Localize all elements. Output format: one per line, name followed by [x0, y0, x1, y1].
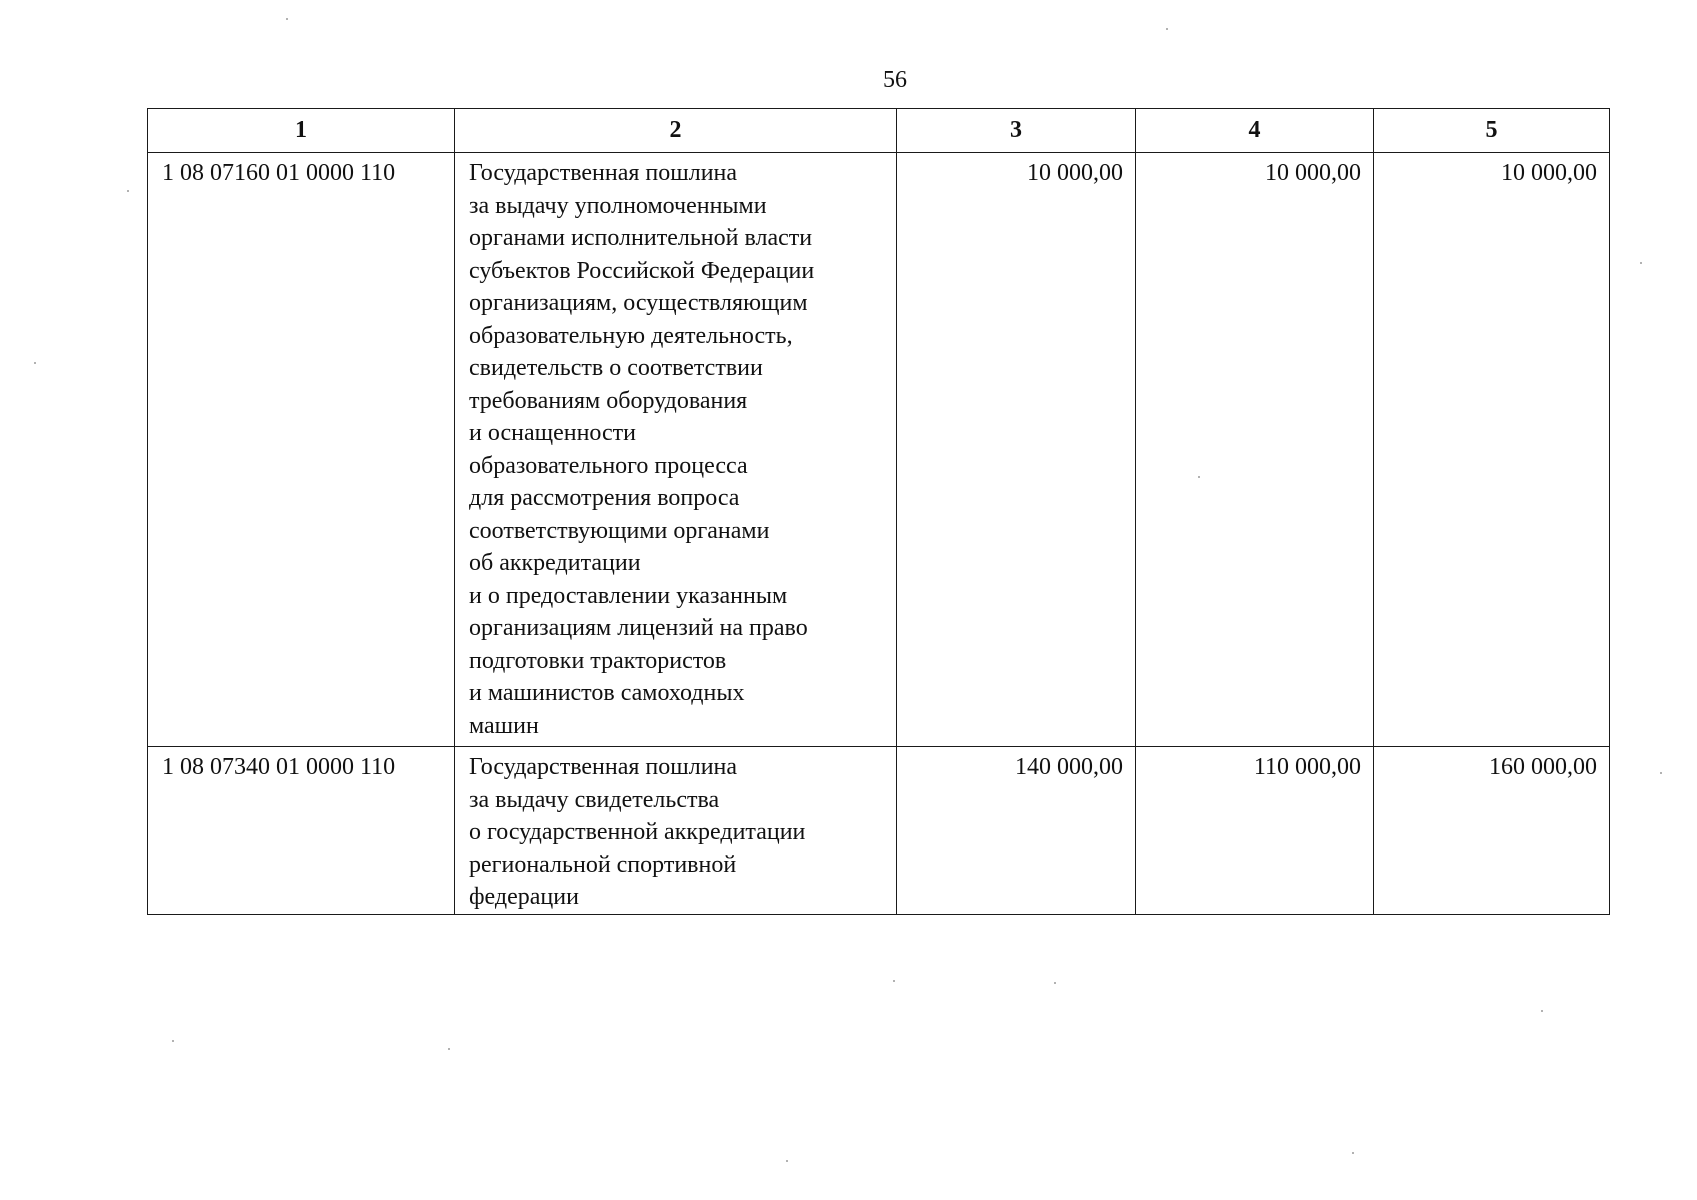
- revenue-name-cell: [455, 153, 897, 747]
- name-line: свидетельств о соответствии: [469, 355, 763, 381]
- name-line: субъектов Российской Федерации: [469, 257, 815, 284]
- name-line: организациям лицензий на право: [469, 615, 808, 641]
- revenue-table: [147, 108, 1610, 915]
- name-line: за выдачу уполномоченными: [469, 192, 767, 219]
- table-row: [148, 153, 1610, 747]
- column-header-1: 1: [148, 109, 455, 153]
- name-line: и машинистов самоходных: [469, 680, 745, 706]
- header-row: [148, 109, 1610, 153]
- name-line: органами исполнительной власти: [469, 225, 813, 251]
- name-line: Государственная пошлина: [469, 160, 738, 186]
- name-line: для рассмотрения вопроса: [469, 485, 740, 511]
- amount-col3-cell: 140 000,00: [897, 747, 1136, 915]
- page-number: 56: [883, 67, 907, 93]
- name-line: образовательную деятельность,: [469, 322, 793, 349]
- column-header-4: 4: [1136, 109, 1374, 153]
- name-line: подготовки трактористов: [469, 647, 727, 674]
- name-line: Государственная пошлина: [469, 754, 738, 780]
- name-line: за выдачу свидетельства: [469, 786, 720, 813]
- amount-col5-cell: 160 000,00: [1374, 747, 1610, 915]
- amount-col3-cell: 10 000,00: [897, 153, 1136, 747]
- amount-col4-cell: 10 000,00: [1136, 153, 1374, 747]
- name-line: о государственной аккредитации: [469, 819, 806, 845]
- name-line: и о предоставлении указанным: [469, 582, 788, 609]
- name-line: региональной спортивной: [469, 851, 737, 878]
- name-line: организациям, осуществляющим: [469, 290, 808, 316]
- column-header-2: 2: [455, 109, 897, 153]
- amount-col4-cell: 110 000,00: [1136, 747, 1374, 915]
- name-line: об аккредитации: [469, 550, 641, 576]
- table-body: [148, 153, 1610, 915]
- name-line: и оснащенности: [469, 420, 636, 446]
- column-header-5: 5: [1374, 109, 1610, 153]
- name-line: федерации: [469, 884, 579, 910]
- budget-code-cell: 1 08 07160 01 0000 110: [148, 153, 455, 747]
- revenue-name-cell: [455, 747, 897, 915]
- name-line: соответствующими органами: [469, 517, 770, 544]
- name-line: машин: [469, 712, 539, 739]
- amount-col5-cell: 10 000,00: [1374, 153, 1610, 747]
- name-line: требованиям оборудования: [469, 387, 748, 414]
- table-row: [148, 747, 1610, 915]
- table-header: [148, 109, 1610, 153]
- column-header-3: 3: [897, 109, 1136, 153]
- name-line: образовательного процесса: [469, 452, 748, 479]
- budget-code-cell: 1 08 07340 01 0000 110: [148, 747, 455, 915]
